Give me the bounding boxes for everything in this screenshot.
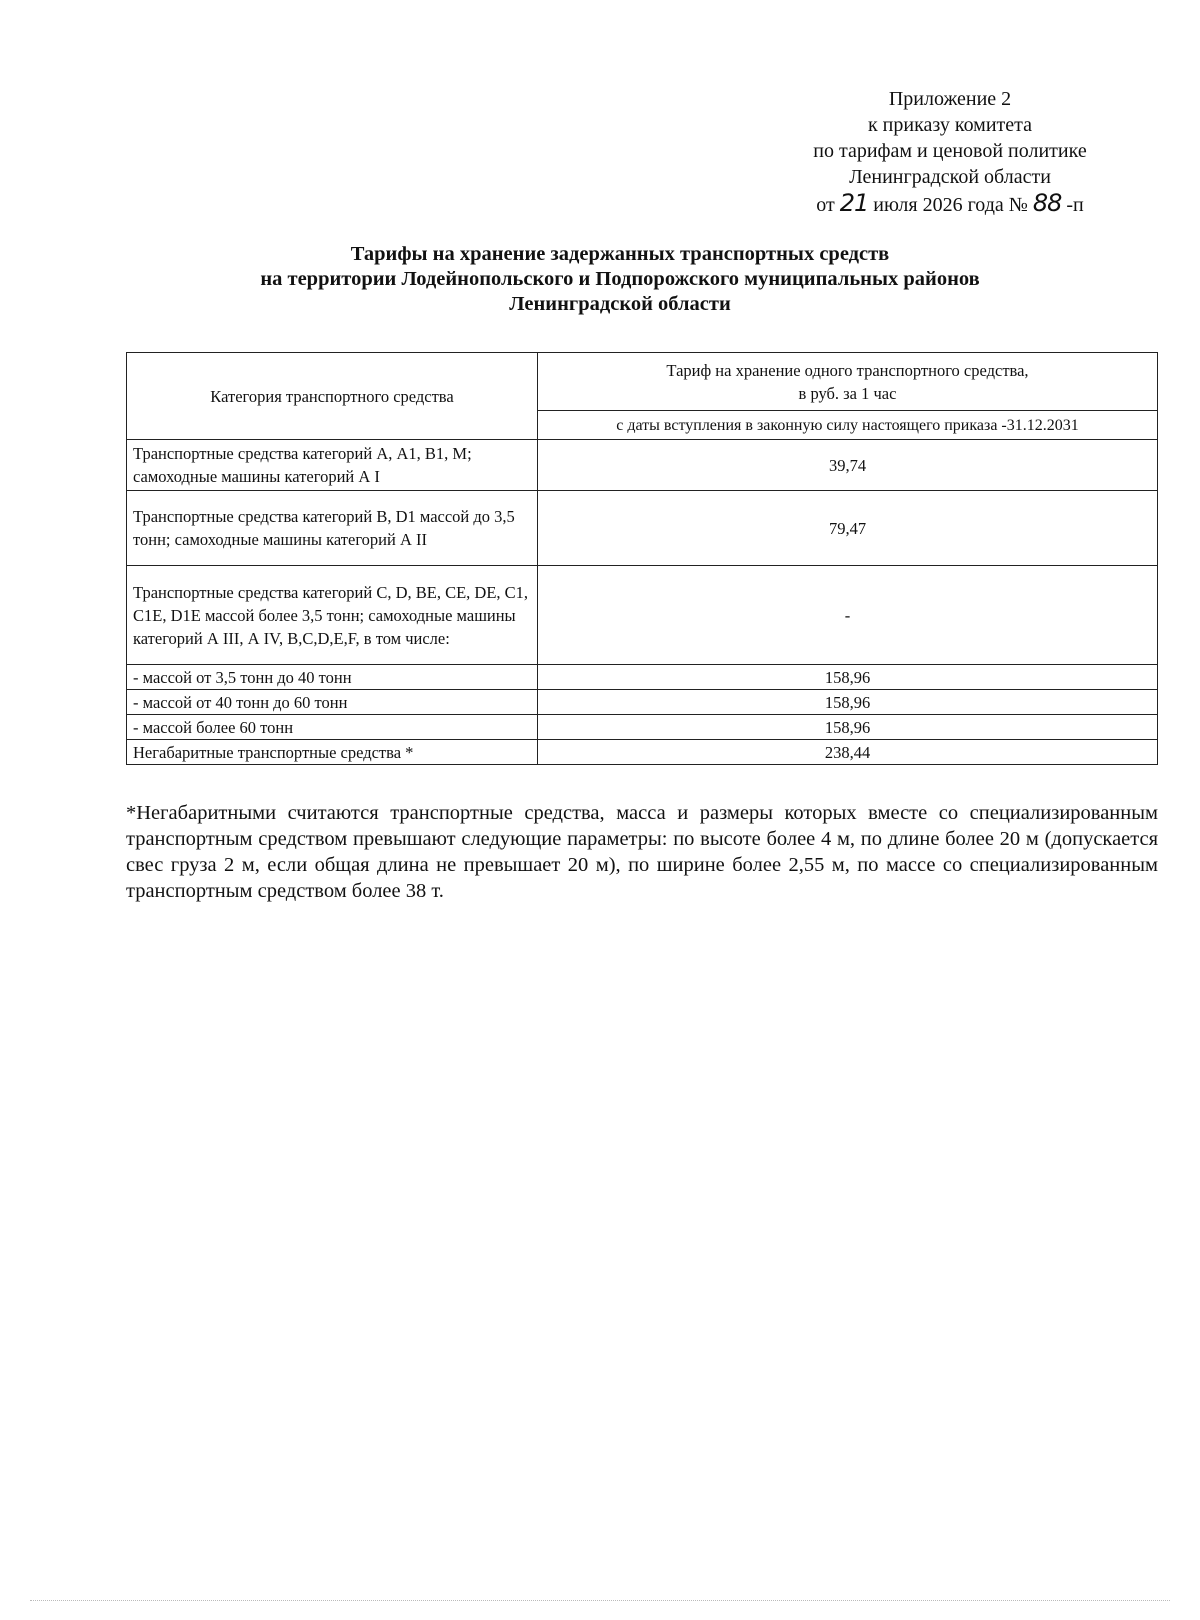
- date-prefix: от: [816, 194, 835, 216]
- row-value: 39,74: [538, 440, 1158, 491]
- date-middle: июля 2026 года №: [873, 194, 1028, 216]
- row-value: 158,96: [538, 665, 1158, 690]
- row-category: - массой более 60 тонн: [127, 715, 538, 740]
- tariff-table: [126, 352, 1158, 765]
- header-tariff-line-2: в руб. за 1 час: [798, 383, 897, 403]
- table-row: [127, 715, 1158, 740]
- appendix-date-line: [760, 190, 1140, 218]
- table-row: [127, 440, 1158, 491]
- header-category: Категория транспортного средства: [127, 353, 538, 440]
- row-value: -: [538, 566, 1158, 665]
- appendix-region: Ленинградской области: [849, 166, 1051, 188]
- row-value: 238,44: [538, 740, 1158, 765]
- appendix-committee: по тарифам и ценовой политике: [813, 140, 1087, 162]
- handwritten-day: 21: [839, 189, 869, 217]
- scan-edge-divider: [30, 1600, 1170, 1604]
- appendix-title: Приложение 2: [888, 88, 1012, 110]
- table-row: [127, 566, 1158, 665]
- appendix-order-ref: к приказу комитета: [867, 114, 1033, 136]
- table-row: [127, 740, 1158, 765]
- row-value: 158,96: [538, 715, 1158, 740]
- handwritten-order-number: 88: [1032, 189, 1062, 217]
- title-line-1: Тарифы на хранение задержанных транспортных средств: [350, 243, 890, 265]
- title-line-3: Ленинградской области: [509, 293, 731, 315]
- table-row: [127, 690, 1158, 715]
- header-tariff-line-1: Тариф на хранение одного транспортного средства,: [666, 360, 1029, 380]
- row-category: Транспортные средства категорий С, D, ВЕ, СЕ, DE, С1, С1Е, D1Е массой более 3,5 тонн; самоходные машины категорий А III, А IV, B,C,D,E,F, в том числе:: [127, 566, 538, 665]
- row-category: Транспортные средства категорий В, D1 массой до 3,5 тонн; самоходные машины категорий А II: [127, 491, 538, 566]
- footnote-oversized-definition: *Негабаритными считаются транспортные средства, масса и размеры которых вместе со специализированным транспортным средством превышают следующие параметры: по высоте более 4 м, по длине более 20 м (допускается свес груза 2 м, если общая длина не превышает 20 м), по ширине более 2,55 м, по массе со специализированным транспортным средством более 38 т.: [126, 802, 1158, 902]
- title-line-2: на территории Лодейнопольского и Подпорожского муниципальных районов: [260, 268, 980, 290]
- row-category: Негабаритные транспортные средства *: [127, 740, 538, 765]
- header-period: с даты вступления в законную силу настоящего приказа -31.12.2031: [538, 411, 1158, 440]
- date-suffix: -п: [1066, 194, 1084, 216]
- row-category: - массой от 40 тонн до 60 тонн: [127, 690, 538, 715]
- row-category: Транспортные средства категорий А, А1, В1, М; самоходные машины категорий А I: [127, 440, 538, 491]
- table-row: [127, 491, 1158, 566]
- row-category: - массой от 3,5 тонн до 40 тонн: [127, 665, 538, 690]
- table-row: [127, 665, 1158, 690]
- row-value: 79,47: [538, 491, 1158, 566]
- appendix-header: [760, 86, 1140, 218]
- row-value: 158,96: [538, 690, 1158, 715]
- document-title: [120, 242, 1120, 317]
- header-tariff: [538, 353, 1158, 411]
